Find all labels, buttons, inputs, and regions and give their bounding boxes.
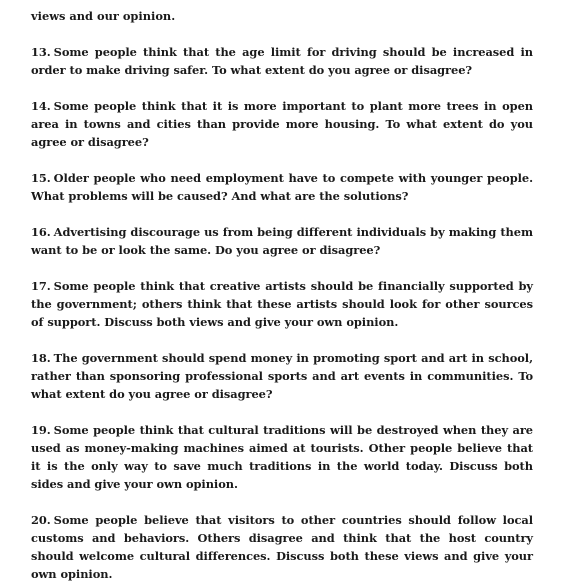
question-item [31,349,533,403]
question-text: Some people think that the age limit for driving should be increased in order to make driving safer. To what extent do you agree or disagree? [31,45,533,77]
question-number: 16. [31,225,51,239]
question-item [31,169,533,205]
question-text: Some people think that creative artists should be financially supported by the government; others think that these artists should look for other sources of support. Discuss both views and give your own opinion. [31,279,533,329]
question-text: Some people think that it is more important to plant more trees in open area in towns and cities than provide more housing. To what extent do you agree or disagree? [31,99,533,149]
question-number: 17. [31,279,51,293]
question-item [31,223,533,259]
question-number: 18. [31,351,51,365]
question-item [31,97,533,151]
question-text: Advertising discourage us from being different individuals by making them want to be or look the same. Do you agree or disagree? [31,225,533,257]
lead-text: views and our opinion. [31,9,176,23]
question-item [31,421,533,493]
question-number: 20. [31,513,51,527]
question-number: 15. [31,171,51,185]
question-number: 19. [31,423,51,437]
question-number: 14. [31,99,51,113]
question-item [31,43,533,79]
question-item [31,277,533,331]
question-item [31,511,533,583]
document-page [31,7,533,583]
question-text: Some people believe that visitors to other countries should follow local customs and behaviors. Others disagree and think that the host country should welcome cultural differences. Discuss both these views and give your own opinion. [31,513,533,581]
question-text: Some people think that cultural traditions will be destroyed when they are used as money-making machines aimed at tourists. Other people believe that it is the only way to save much traditions in the world today. Discuss both sides and give your own opinion. [31,423,533,491]
question-text: Older people who need employment have to compete with younger people. What problems will be caused? And what are the solutions? [31,171,533,203]
question-text: The government should spend money in promoting sport and art in school, rather than sponsoring professional sports and art events in communities. To what extent do you agree or disagree? [31,351,533,401]
question-number: 13. [31,45,51,59]
